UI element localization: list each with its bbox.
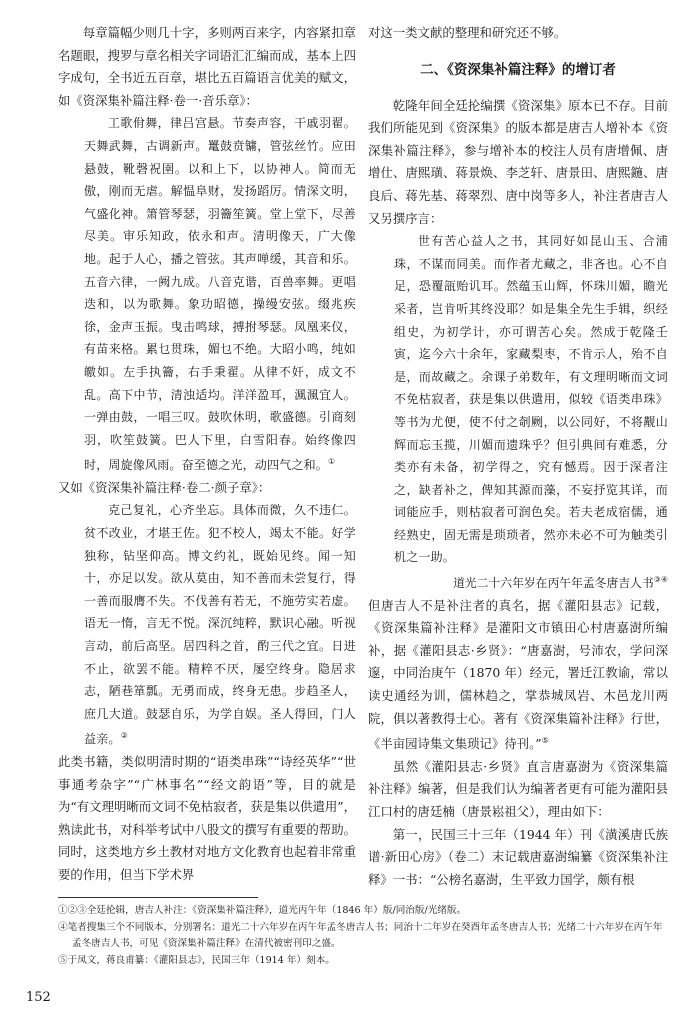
body-paragraph: 但唐吉人不是补注者的真名，据《灌阳县志》记载，《资深集篇补注释》是灌阳文市镇田心村唐嘉澍所编补，据《灌阳县志·乡贤》：“唐嘉澍，号沛农，学问深邃，中同治庚午（1870 年）经元，署迁江教谕，常以读史通经为训，儒林趋之，掌恭城凤岩、木邑龙川两院，俱以著教得士心。著有《资深集篇补注释》行世，《半亩园诗集文集琐记》待刊。”⑤ <box>368 597 668 752</box>
body-paragraph: 此类书籍，类似明清时期的“语类串珠”“诗经英华”“世事通考杂字”“广林事名”“经文韵语”等，目的就是为“有文理明晰而文词不免枯寂者，获是集以供遣用”，熟读此书，对科举考试中八股文的撰写有重要的帮助。同时，这类地方乡土教材对地方文化教育也起着非常重要的作用，但当下学术界 <box>58 754 356 882</box>
footnote-ref: ⑤ <box>541 736 549 746</box>
preface-signature: 道光二十六年岁在丙午年孟冬唐吉人书③④ <box>453 575 668 590</box>
section-heading: 二、《资深集补篇注释》的增订者 <box>420 61 616 78</box>
body-paragraph: 每章篇幅少则几十字，多则两百来字，内容紧扣章名题眼，搜罗与章名相关字词语汇汇编而成，基本上四字成句，全书近五百章，堪比五百篇语言优美的赋文，如《资深集补篇注释·卷一·音乐章》： <box>58 25 356 108</box>
body-paragraph: 第一，民国三十三年（1944 年）刊《潢溪唐氏族谱·新田心房》（卷二）末记载唐嘉澍编纂《资深集补注释》一书：“公榜名嘉澍，生平致力国学，颇有根 <box>368 826 668 887</box>
body-paragraph: 又如《资深集补篇注释·卷二·颜子章》： <box>58 479 271 495</box>
body-paragraph: 乾隆年间全廷抡编撰《资深集》原本已不存。目前我们所能见到《资深集》的版本都是唐吉人增补本《资深集补篇注释》，参与增补本的校注人员有唐增佩、唐增仕、唐熙璜、蒋景焕、李芝轩、唐景田、唐熙鍦、唐良后、蒋先基、蒋翠烈、唐中岗等多人，补注者唐吉人又另撰序言： <box>368 97 668 226</box>
footnotes <box>58 903 670 969</box>
page-number: 152 <box>26 990 51 1005</box>
footnote-ref: ③④ <box>653 575 668 585</box>
body-paragraph: 对这一类文献的整理和研究还不够。 <box>368 25 567 40</box>
footnote-ref: ② <box>120 731 128 741</box>
footnote-divider <box>58 897 258 898</box>
quoted-passage-yanzi-chapter: 克己复礼，心齐坐忘。具体而微，久不违仁。贫不改业，才堪王佐。犯不校人，竭太不能。好学独称，钻坚仰高。博文约礼，既始见终。闻一知十，亦足以发。欲从莫由，知不善而未尝复行，得一善而服膺不失。不伐善有若无，不施劳实若虚。语无一惰，言无不悦。深沉纯粹，默识心融。听视言动，前后高坚。居四科之首，酌三代之宜。日进不止，欲罢不能。精粹不厌，屡空终身。隐居求志，陋巷箪瓢。无勇而成，终身无患。步趋圣人，庶几大道。鼓瑟自乐，为学自娱。圣人得回，门人益亲。② <box>84 503 356 747</box>
quoted-preface: 世有苦心益人之书，其同好如昆山玉、合浦珠，不谋而同美。而作者尤藏之，非吝也。心不自足，恐覆瓿贻讥耳。然蕴玉山辉，怀珠川媚，瞻光采者，岂肯听其终没耶？如是集全先生手辑，织经组史，为初学计，亦可谓苦心矣。然成于乾隆壬寅，迄今六十余年，家藏梨枣，不肯示人，殆不自是，而故藏之。余课子弟数年，有文理明晰而文词不免枯寂者，获是集以供遣用，似较《语类串珠》等书为尤便，使不付之剞劂，以公同好，不将觏山辉而忘玉揽，川媚而遗珠乎？但引典间有难悉，分类亦有未备，初学得之，究有憾焉。因于深者注之，缺者补之，俾知其源而藻，不妄抒览其详，而词能应手，则枯寂者可润色矣。若夫老成宿儒，通经熟史，固无需是琐琐者，然亦未必不可为触类引机之一助。 <box>394 234 668 565</box>
footnote-ref: ① <box>328 457 336 467</box>
footnote: ④笔者搜集三个不同版本，分别署名：道光二十六年岁在丙午年孟冬唐吉人书；同治十二年岁在癸酉年孟冬唐吉人书；光绪二十六年岁在丙午年孟冬唐吉人书，可见《资深集补篇注释》在清代被密刊印之盛。 <box>58 921 663 949</box>
left-column <box>58 22 356 887</box>
footnote: ⑤于凤文，蒋良甫纂：《灌阳县志》，民国三年（1914 年）刻本。 <box>58 954 335 966</box>
body-paragraph: 虽然《灌阳县志·乡贤》直言唐嘉澍为《资深集篇补注释》编著，但是我们认为编著者更有可能为灌阳县江口村的唐廷楠（唐景崧祖父），理由如下： <box>368 758 668 820</box>
footnote: ①②③全廷抡辑，唐吉人补注：《资深集补篇注释》，道光丙午年（1846 年）版/同治版/光绪版。 <box>58 905 467 916</box>
right-column <box>368 22 668 891</box>
quoted-passage-music-chapter: 工歌佾舞，律吕宫悬。节奏声容，干戚羽翟。天舞武舞，古调新声。鼍鼓贲镛，管弦丝竹。应田悬鼓，靴磬祝圉。以和上下，以协神人。简而无傲，刚而无虐。解愠阜财，发扬蹈厉。情深文明，气盛化神。箫管琴瑟，羽籥笙簧。堂上堂下，尽善尽美。审乐知政，依永和声。清明像天，广大像地。起于人心，播之管弦。其声啴缓，其音和乐。五音六律，一阙九成。八音克谐，百兽率舞。更唱迭和，以为歌舞。象功昭德，操缦安弦。缀兆疾徐，金声玉振。曳击鸣球，搏拊琴瑟。凤凰来仪，有苗来格。累乜贯珠，媚乜不绝。大昭小鸣，纯如皦如。左手执籥，右手秉翟。从律不奸，成文不乱。高下中节，清浊适均。洋洋盈耳，渢渢宜人。一弹由鼓，一唱三叹。鼓吹休明，歌盛德。引商刻羽，吹笙鼓簧。巴人下里，白雪阳春。始终像四时，周旋像风雨。奋至德之光，动四气之和。① <box>84 116 356 473</box>
